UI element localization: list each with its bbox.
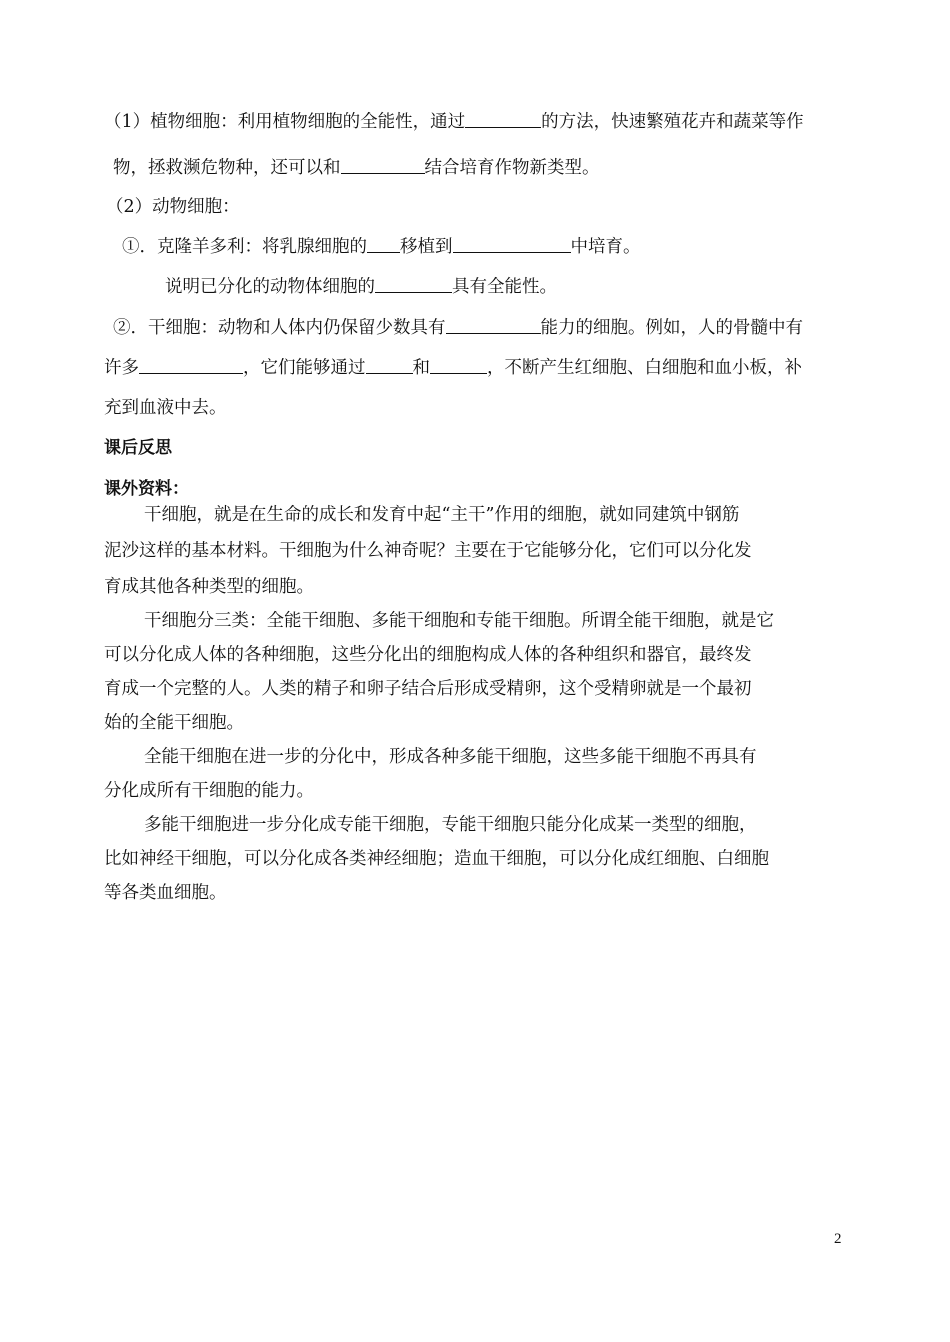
extra-p3-line-1: 全能干细胞在进一步的分化中，形成各种多能干细胞，这些多能干细胞不再具有 [144,747,757,767]
fill-blank[interactable] [453,235,571,253]
q1-line-2 [113,156,600,180]
q2-item1-text-c: 中培育。 [570,237,641,257]
extra-p3-line-2: 分化成所有干细胞的能力。 [104,781,314,801]
q2-item2-text-a: ②．干细胞：动物和人体内仍保留少数具有 [113,318,446,338]
fill-blank[interactable] [341,156,425,174]
q1-text-c: 物，拯救濒危物种，还可以和 [113,158,341,178]
fill-blank[interactable] [375,275,452,293]
q1-line-1 [104,110,804,134]
extra-p1-line-3: 育成其他各种类型的细胞。 [104,577,314,597]
q2-note-text-b: 具有全能性。 [452,277,557,297]
q2-item1-note [165,275,557,299]
q2-item2-text-e: 和 [412,358,430,378]
q2-note-text-a: 说明已分化的动物体细胞的 [165,277,375,297]
fill-blank[interactable] [139,356,243,374]
q2-item2-line-1 [113,316,803,340]
q2-item2-text-c: 许多 [104,358,139,378]
fill-blank[interactable] [430,356,487,374]
q2-item2-text-f: ，不断产生红细胞、白细胞和血小板，补 [487,358,802,378]
extra-p1-line-2: 泥沙这样的基本材料。干细胞为什么神奇呢？主要在于它能够分化，它们可以分化发 [104,541,752,561]
q1-text-d: 结合培育作物新类型。 [424,158,600,178]
q2-item2-text-d: ，它们能够通过 [243,358,366,378]
extra-heading: 课外资料： [104,479,189,499]
reflection-heading: 课后反思 [104,438,172,458]
extra-p2-line-3: 育成一个完整的人。人类的精子和卵子结合后形成受精卵，这个受精卵就是一个最初 [104,679,752,699]
fill-blank[interactable] [446,316,541,334]
extra-p2-line-1: 干细胞分三类：全能干细胞、多能干细胞和专能干细胞。所谓全能干细胞，就是它 [144,611,774,631]
extra-p4-line-2: 比如神经干细胞，可以分化成各类神经细胞；造血干细胞，可以分化成红细胞、白细胞 [104,849,769,869]
q2-heading: （2）动物细胞： [106,197,240,217]
extra-p2-line-2: 可以分化成人体的各种细胞，这些分化出的细胞构成人体的各种组织和器官，最终发 [104,645,752,665]
page-number: 2 [834,1231,842,1247]
fill-blank[interactable] [465,110,541,128]
q2-item2-line-3: 充到血液中去。 [104,398,227,418]
q2-item1-line [122,235,641,259]
q1-text-b: 的方法，快速繁殖花卉和蔬菜等作 [541,112,804,132]
extra-p2-line-4: 始的全能干细胞。 [104,713,244,733]
q2-item1-text-b: 移植到 [400,237,453,257]
q2-item2-text-b: 能力的细胞。例如，人的骨髓中有 [540,318,803,338]
extra-p4-line-3: 等各类血细胞。 [104,883,227,903]
q2-item2-line-2 [104,356,802,380]
fill-blank[interactable] [366,356,413,374]
q1-text-a: （1）植物细胞：利用植物细胞的全能性，通过 [104,112,466,132]
extra-p1-line-1: 干细胞，就是在生命的成长和发育中起“主干”作用的细胞，就如同建筑中钢筋 [144,505,740,525]
q2-item1-text-a: ①．克隆羊多利：将乳腺细胞的 [122,237,367,257]
extra-p4-line-1: 多能干细胞进一步分化成专能干细胞，专能干细胞只能分化成某一类型的细胞， [144,815,757,835]
fill-blank[interactable] [367,235,400,253]
